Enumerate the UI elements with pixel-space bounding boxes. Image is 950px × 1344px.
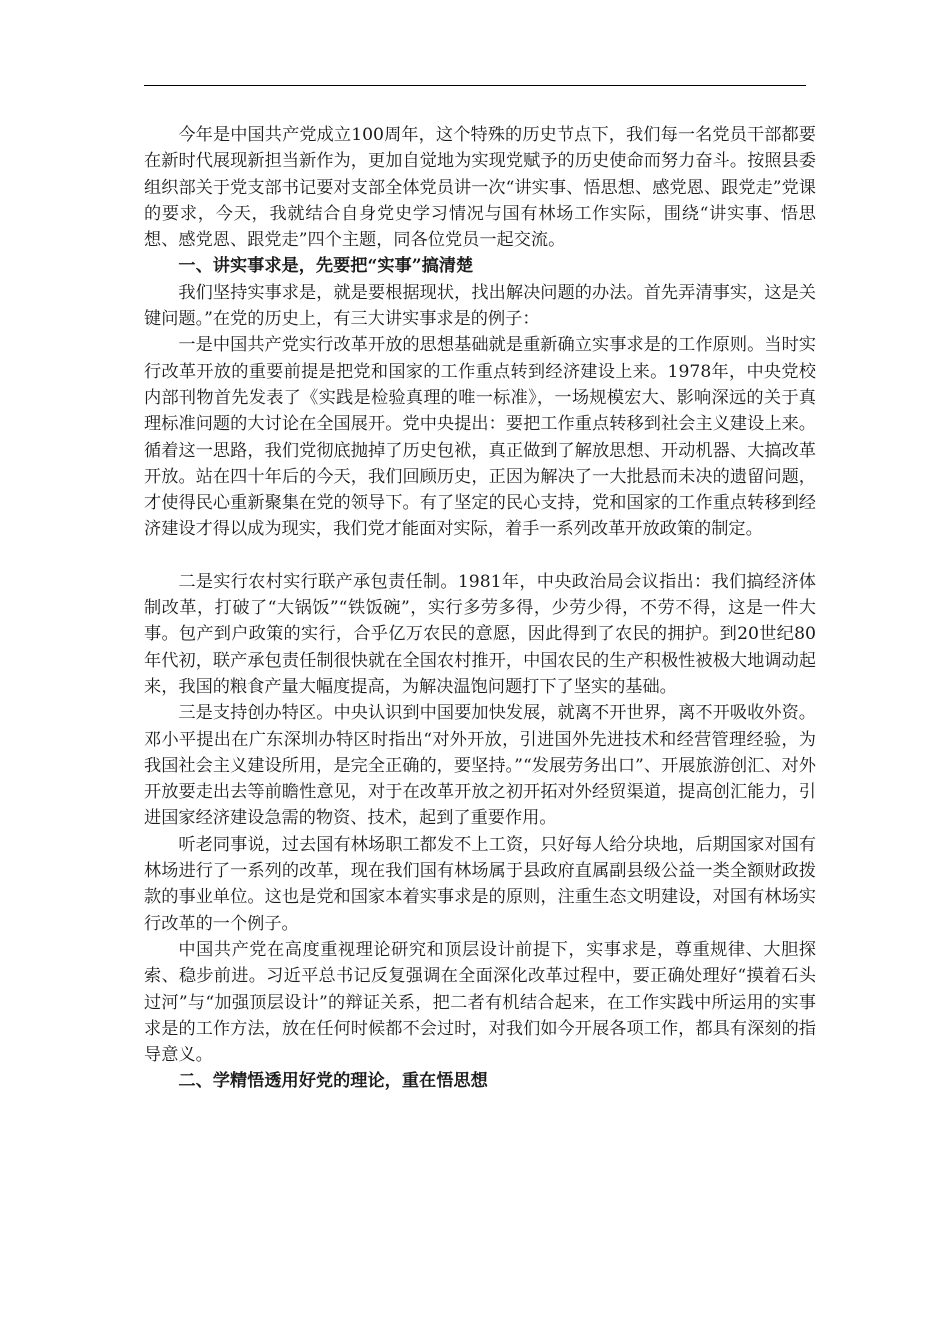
document-body — [144, 122, 816, 1095]
paragraph-forest-farm: 听老同事说，过去国有林场职工都发不上工资，只好每人给分块地，后期国家对国有林场进行了一系列的改革，现在我们国有林场属于县政府直属副县级公益一类全额财政拨款的事业单位。这也是党和国家本着实事求是的原则，注重生态文明建设，对国有林场实行改革的一个例子。 — [144, 834, 816, 934]
section-heading-1: 一、讲实事求是，先要把“实事”搞清楚 — [178, 256, 474, 277]
paragraph-seek-truth: 我们坚持实事求是，就是要根据现状，找出解决问题的办法。首先弄清事实，这是关键问题。”在党的历史上，有三大讲实事求是的例子： — [144, 282, 816, 330]
section-heading-2: 二、学精悟透用好党的理论，重在悟思想 — [178, 1071, 488, 1092]
paragraph-example-1: 一是中国共产党实行改革开放的思想基础就是重新确立实事求是的工作原则。当时实行改革开放的重要前提是把党和国家的工作重点转到经济建设上来。1978年，中央党校内部刊物首先发表了《实践是检验真理的唯一标准》，一场规模宏大、影响深远的关于真理标准问题的大讨论在全国展开。党中央提出：要把工作重点转移到社会主义建设上来。循着这一思路，我们党彻底抛掉了历史包袱，真正做到了解放思想、开动机器、大搞改革开放。站在四十年后的今天，我们回顾历史，正因为解决了一大批悬而未决的遗留问题，才使得民心重新聚集在党的领导下。有了坚定的民心支持，党和国家的工作重点转移到经济建设才得以成为现实，我们党才能面对实际，着手一系列改革开放政策的制定。 — [144, 335, 816, 540]
paragraph-theory: 中国共产党在高度重视理论研究和顶层设计前提下，实事求是，尊重规律、大胆探索、稳步前进。习近平总书记反复强调在全面深化改革过程中，要正确处理好“摸着石头过河”与“加强顶层设计”的辩证关系，把二者有机结合起来，在工作实践中所运用的实事求是的工作方法，放在任何时候都不会过时，对我们如今开展各项工作，都具有深刻的指导意义。 — [144, 939, 816, 1066]
paragraph-intro: 今年是中国共产党成立100周年，这个特殊的历史节点下，我们每一名党员干部都要在新时代展现新担当新作为，更加自觉地为实现党赋予的历史使命而努力奋斗。按照县委组织部关于党支部书记要对支部全体党员讲一次“讲实事、悟思想、感党恩、跟党走”党课的要求，今天，我就结合自身党史学习情况与国有林场工作实际，围绕“讲实事、悟思想、感党恩、跟党走”四个主题，同各位党员一起交流。 — [144, 125, 816, 251]
paragraph-example-3: 三是支持创办特区。中央认识到中国要加快发展，就离不开世界，离不开吸收外资。邓小平提出在广东深圳办特区时指出“对外开放，引进国外先进技术和经营管理经验，为我国社会主义建设所用，是完全正确的，要坚持。”“发展劳务出口”、开展旅游创汇、对外开放要走出去等前瞻性意见，对于在改革开放之初开拓对外经贸渠道，提高创汇能力，引进国家经济建设急需的物资、技术，起到了重要作用。 — [144, 703, 816, 829]
paragraph-example-2: 二是实行农村实行联产承包责任制。1981年，中央政治局会议指出：我们搞经济体制改革，打破了“大锅饭”“铁饭碗”，实行多劳多得，少劳少得，不劳不得，这是一件大事。包产到户政策的实行，合乎亿万农民的意愿，因此得到了农民的拥护。到20世纪80年代初，联产承包责任制很快就在全国农村推开，中国农民的生产积极性被极大地调动起来，我国的粮食产量大幅度提高，为解决温饱问题打下了坚实的基础。 — [144, 571, 816, 697]
header-rule — [144, 85, 806, 86]
